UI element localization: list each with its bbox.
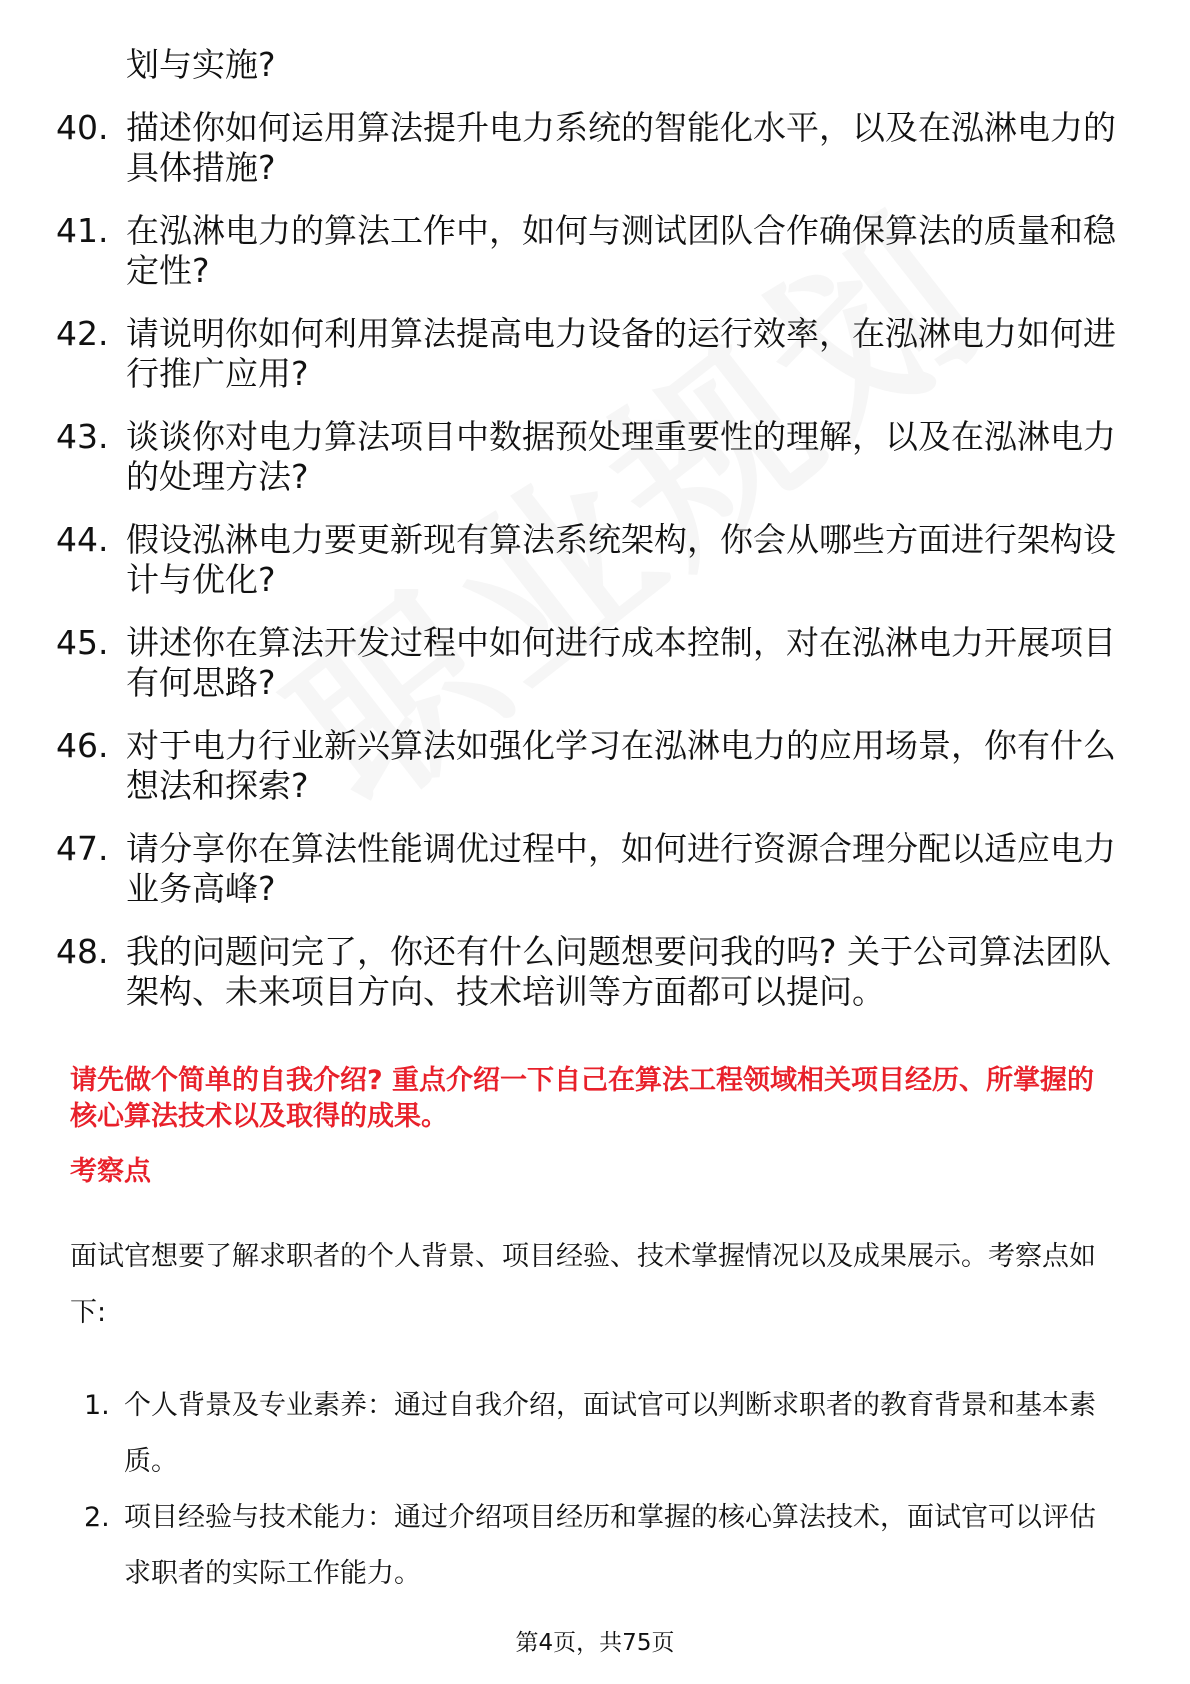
- page-footer: 第4页，共75页: [515, 1630, 675, 1656]
- point-list: [70, 1378, 1120, 1602]
- list-number: 2.: [84, 1502, 110, 1533]
- question-number: 47.: [56, 829, 109, 868]
- question-item: [56, 108, 1116, 188]
- list-text: 个人背景及专业素养：通过自我介绍，面试官可以判断求职者的教育背景和基本素质。: [124, 1390, 1096, 1477]
- question-text: 对于电力行业新兴算法如强化学习在泓淋电力的应用场景，你有什么想法和探索?: [126, 726, 1116, 805]
- list-text: 项目经验与技术能力：通过介绍项目经历和掌握的核心算法技术，面试官可以评估求职者的实际工作能力。: [124, 1502, 1096, 1589]
- question-number: 40.: [56, 108, 109, 147]
- question-number: 41.: [56, 211, 109, 250]
- question-number: 44.: [56, 520, 109, 559]
- question-number: 43.: [56, 417, 109, 456]
- question-item: [56, 623, 1116, 703]
- body-paragraph: 面试官想要了解求职者的个人背景、项目经验、技术掌握情况以及成果展示。考察点如下:: [70, 1241, 1096, 1328]
- section-title: 考察点: [70, 1156, 151, 1187]
- question-number: 46.: [56, 726, 109, 765]
- question-text: 讲述你在算法开发过程中如何进行成本控制，对在泓淋电力开展项目有何思路?: [126, 623, 1116, 702]
- question-item: [56, 829, 1116, 909]
- question-item: [56, 726, 1116, 806]
- question-text: 我的问题问完了，你还有什么问题想要问我的吗? 关于公司算法团队架构、未来项目方向、技术培训等方面都可以提问。: [126, 932, 1112, 1011]
- question-item: [56, 45, 1116, 85]
- question-item: [56, 211, 1116, 291]
- question-number: 45.: [56, 623, 109, 662]
- list-number: 1.: [84, 1390, 110, 1421]
- highlight-question: 请先做个简单的自我介绍? 重点介绍一下自己在算法工程领域相关项目经历、所掌握的核心算法技术以及取得的成果。: [70, 1065, 1095, 1132]
- question-text: 谈谈你对电力算法项目中数据预处理重要性的理解，以及在泓淋电力的处理方法?: [126, 417, 1116, 496]
- question-list: [56, 45, 1116, 1035]
- list-item: [70, 1490, 1120, 1602]
- question-text: 描述你如何运用算法提升电力系统的智能化水平，以及在泓淋电力的具体措施?: [126, 108, 1116, 187]
- question-item: [56, 314, 1116, 394]
- question-number: 48.: [56, 932, 109, 971]
- list-item: [70, 1378, 1120, 1490]
- question-text: 请说明你如何利用算法提高电力设备的运行效率，在泓淋电力如何进行推广应用?: [126, 314, 1116, 393]
- question-item: [56, 520, 1116, 600]
- question-number: 42.: [56, 314, 109, 353]
- question-text: 请分享你在算法性能调优过程中，如何进行资源合理分配以适应电力业务高峰?: [126, 829, 1116, 908]
- question-item: [56, 417, 1116, 497]
- question-text: 在泓淋电力的算法工作中，如何与测试团队合作确保算法的质量和稳定性?: [126, 211, 1116, 290]
- question-text: 划与实施?: [126, 45, 276, 84]
- question-item: [56, 932, 1116, 1012]
- question-text: 假设泓淋电力要更新现有算法系统架构，你会从哪些方面进行架构设计与优化?: [126, 520, 1116, 599]
